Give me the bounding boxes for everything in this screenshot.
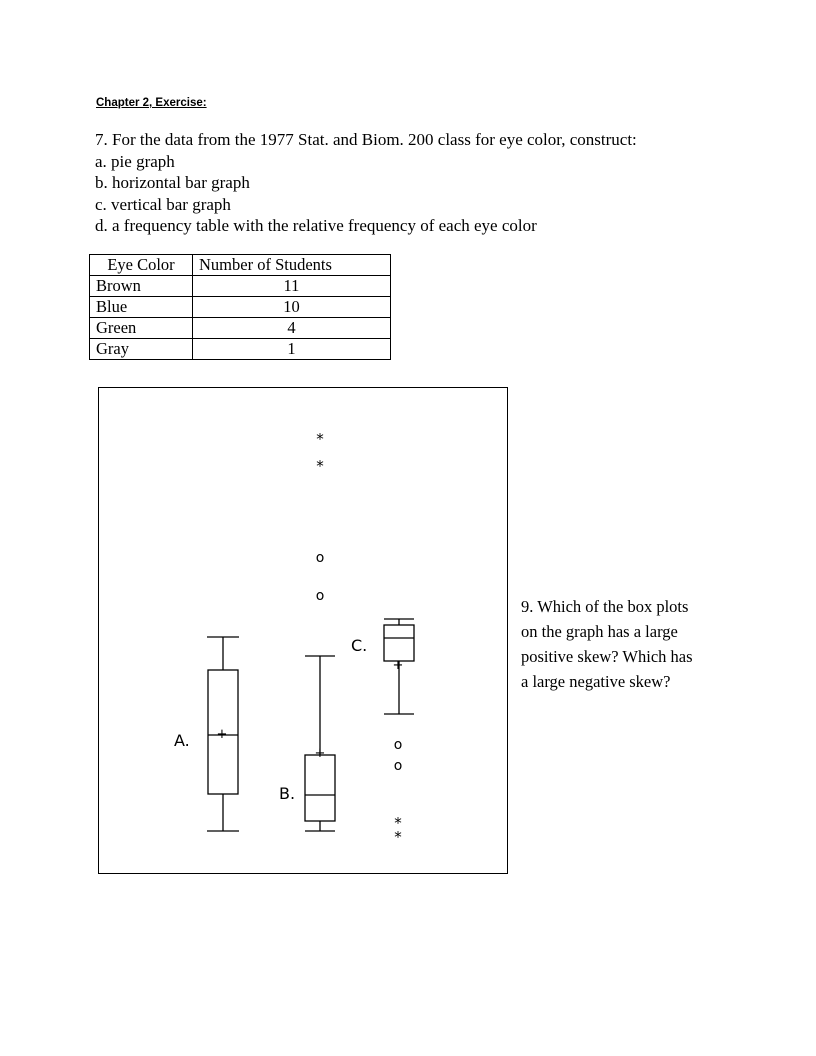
chapter-heading: Chapter 2, Exercise: [96, 97, 207, 109]
table-row [90, 276, 391, 297]
question-7-part-d: d. a frequency table with the relative frequency of each eye color [95, 216, 537, 235]
student-count-cell: 4 [193, 318, 391, 339]
box-label-c: C. [351, 636, 368, 655]
eye-color-cell: Brown [90, 276, 193, 297]
question-9-line: a large negative skew? [521, 672, 671, 691]
eye-color-cell: Green [90, 318, 193, 339]
question-7-part-c: c. vertical bar graph [95, 194, 231, 214]
outlier-circle: o [393, 758, 403, 774]
mean-marker-b: + [314, 746, 326, 761]
question-9 [521, 594, 741, 694]
question-7-prompt: 7. For the data from the 1977 Stat. and Biom. 200 class for eye color, construct: [95, 130, 637, 149]
outlier-star: * [394, 814, 402, 832]
outlier-star: * [316, 457, 324, 475]
eye-color-cell: Blue [90, 297, 193, 318]
mean-marker-c: + [392, 658, 404, 673]
eye-color-table [89, 254, 391, 360]
box-b-box [305, 755, 335, 821]
table-row [90, 318, 391, 339]
column-header-number-of-students: Number of Students [193, 255, 391, 276]
box-plot-b [305, 656, 335, 831]
table-row [90, 339, 391, 360]
question-7 [95, 129, 637, 237]
student-count-cell: 11 [193, 276, 391, 297]
box-label-a: A. [174, 731, 190, 750]
question-9-line: positive skew? Which has [521, 647, 693, 666]
outlier-star: * [394, 828, 402, 846]
question-7-part-a: a. pie graph [95, 151, 175, 171]
box-plot-figure [98, 387, 508, 874]
box-label-b: B. [279, 784, 296, 803]
column-header-eye-color: Eye Color [90, 255, 193, 276]
student-count-cell: 1 [193, 339, 391, 360]
outlier-circle: o [315, 550, 325, 566]
outlier-circle: o [393, 737, 403, 753]
eye-color-cell: Gray [90, 339, 193, 360]
question-9-line: on the graph has a large [521, 622, 678, 641]
question-7-part-b: b. horizontal bar graph [95, 173, 250, 192]
table-row [90, 297, 391, 318]
box-plot-canvas [99, 388, 507, 873]
student-count-cell: 10 [193, 297, 391, 318]
outlier-star: * [316, 430, 324, 448]
question-9-line: 9. Which of the box plots [521, 597, 689, 616]
mean-marker-a: + [216, 727, 228, 742]
outlier-circle: o [315, 588, 325, 604]
table-header-row [90, 255, 391, 276]
box-c-box [384, 625, 414, 661]
